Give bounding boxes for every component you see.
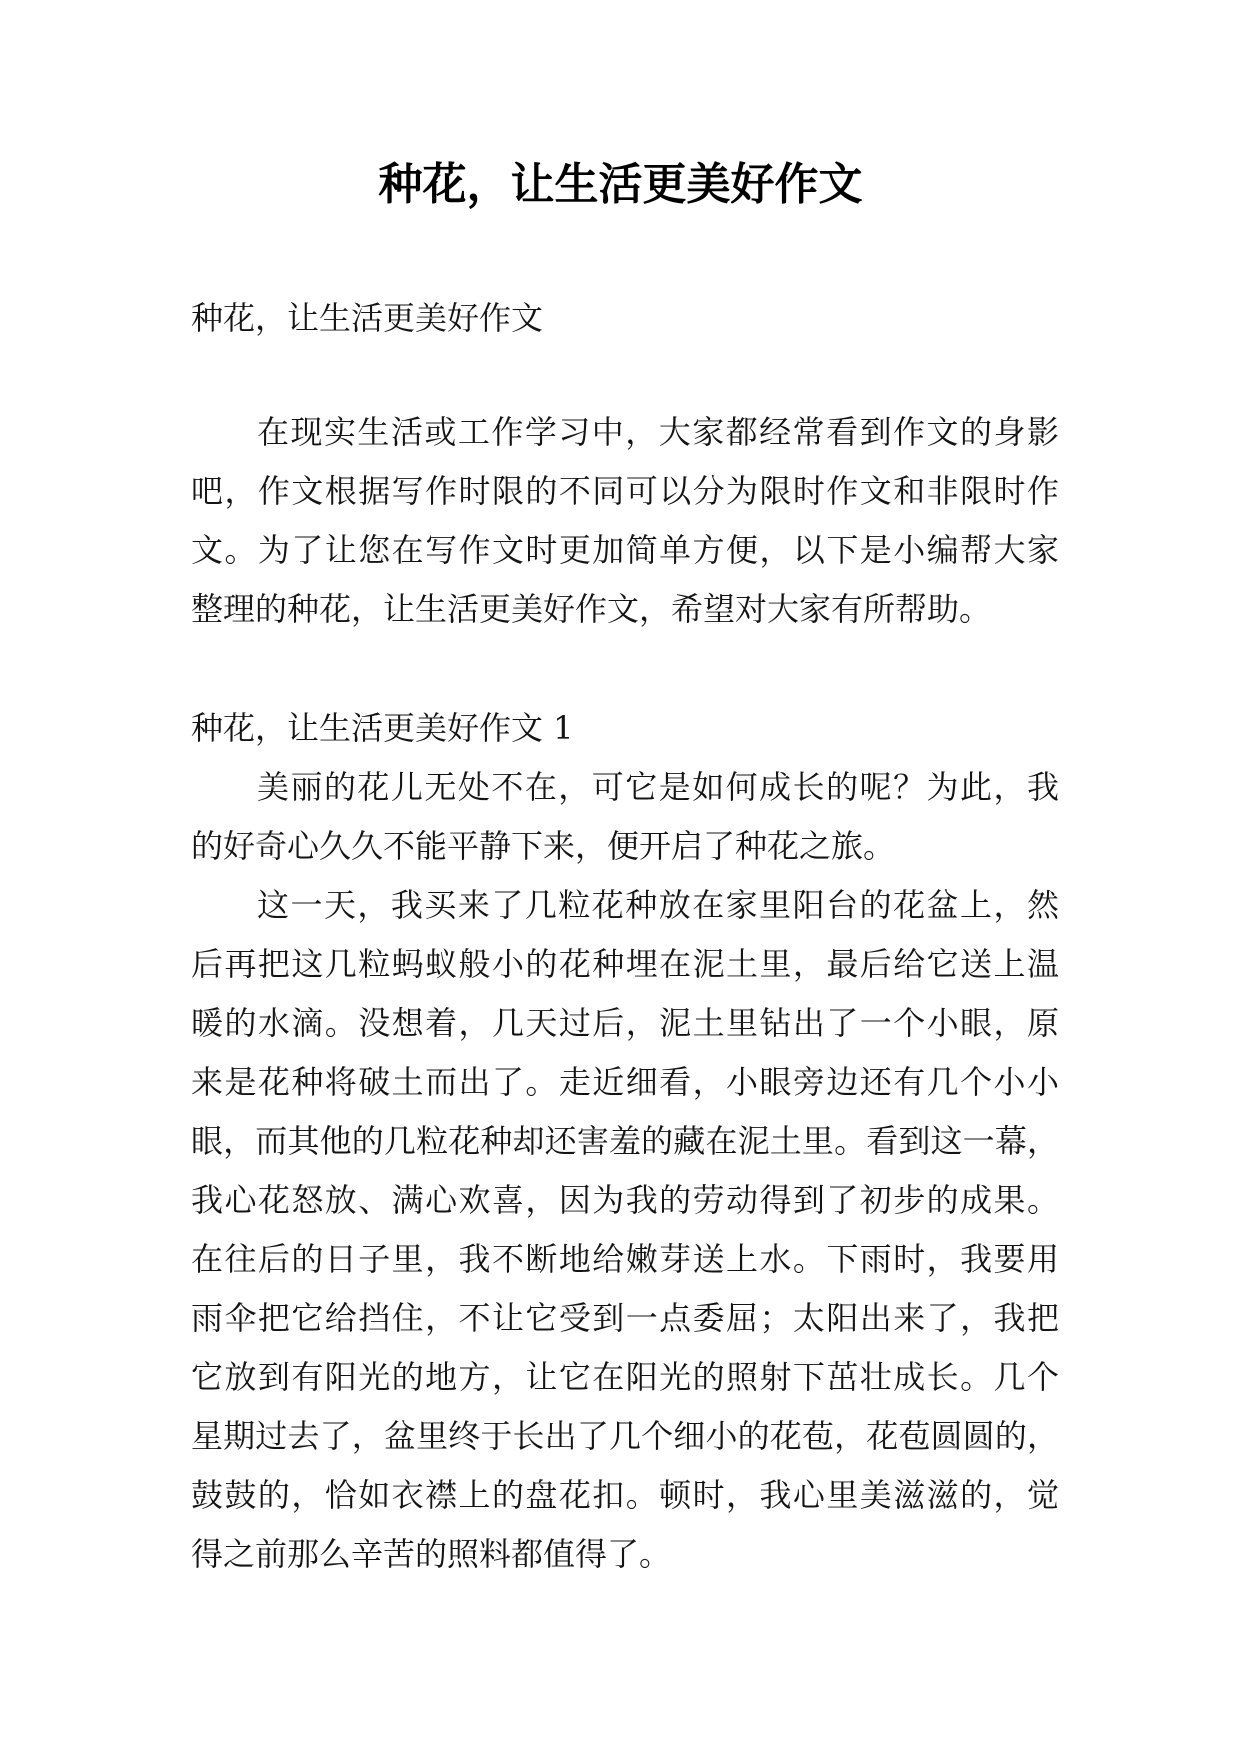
essay-heading-block: [191, 699, 1059, 758]
paragraph-line: 在往后的日子里，我不断地给嫩芽送上水。下雨时，我要用: [191, 1240, 1059, 1278]
paragraph-line: 雨伞把它给挡住，不让它受到一点委屈；太阳出来了，我把: [191, 1299, 1059, 1337]
essay-paragraph: [191, 758, 1059, 876]
essay-body: [191, 758, 1059, 1584]
paragraph-line: 在现实生活或工作学习中，大家都经常看到作文的身影: [257, 413, 1059, 451]
paragraph-line: 来是花种将破土而出了。走近细看，小眼旁边还有几个小小: [191, 1063, 1059, 1101]
paragraph-line: 整理的种花，让生活更美好作文，希望对大家有所帮助。: [191, 590, 992, 628]
paragraph-line: 得之前那么辛苦的照料都值得了。: [191, 1535, 672, 1573]
paragraph-line: 我心花怒放、满心欢喜，因为我的劳动得到了初步的成果。: [191, 1181, 1059, 1219]
essay-heading: 种花，让生活更美好作文 1: [191, 709, 574, 747]
paragraph-line: 文。为了让您在写作文时更加简单方便，以下是小编帮大家: [191, 531, 1059, 569]
subtitle: 种花，让生活更美好作文: [191, 299, 544, 337]
document-title: 种花，让生活更美好作文: [378, 159, 863, 210]
paragraph-line: 美丽的花儿无处不在，可它是如何成长的呢？为此，我: [257, 768, 1059, 806]
paragraph-line: 这一天，我买来了几粒花种放在家里阳台的花盆上，然: [257, 886, 1059, 924]
paragraph-line: 后再把这几粒蚂蚁般小的花种埋在泥土里，最后给它送上温: [191, 945, 1059, 983]
paragraph-line: 鼓鼓的，恰如衣襟上的盘花扣。顿时，我心里美滋滋的，觉: [191, 1476, 1059, 1514]
paragraph-line: 它放到有阳光的地方，让它在阳光的照射下茁壮成长。几个: [191, 1358, 1059, 1396]
paragraph-line: 吧，作文根据写作时限的不同可以分为限时作文和非限时作: [191, 472, 1059, 510]
essay-paragraph: [191, 876, 1059, 1584]
paragraph-line: 暖的水滴。没想着，几天过后，泥土里钻出了一个小眼，原: [191, 1004, 1059, 1042]
subtitle-block: [191, 289, 1059, 348]
paragraph-line: 眼，而其他的几粒花种却还害羞的藏在泥土里。看到这一幕，: [191, 1122, 1059, 1160]
paragraph-line: 星期过去了，盆里终于长出了几个细小的花苞，花苞圆圆的，: [191, 1417, 1059, 1455]
intro-paragraph: [191, 403, 1059, 639]
paragraph-line: 的好奇心久久不能平静下来，便开启了种花之旅。: [191, 827, 896, 865]
